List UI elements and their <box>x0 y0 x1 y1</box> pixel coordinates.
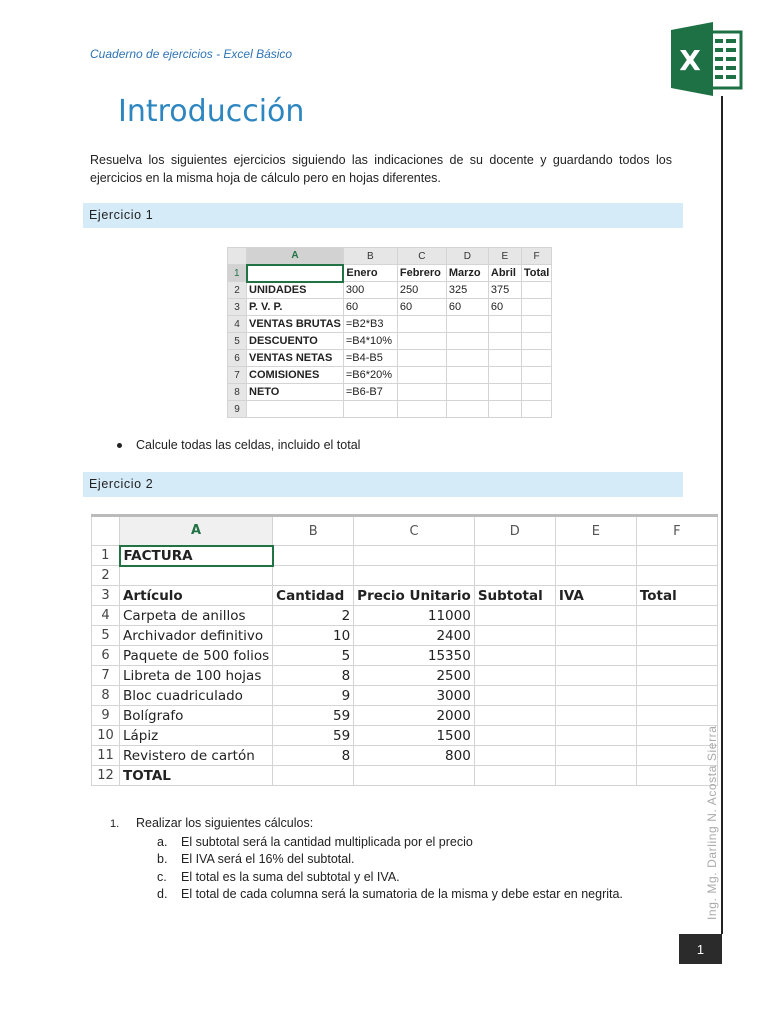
sheet-row <box>92 626 718 646</box>
sub-item-text: El IVA será el 16% del subtotal. <box>181 852 355 866</box>
sheet-cell[interactable]: VENTAS NETAS <box>247 350 344 367</box>
sheet-cell[interactable] <box>555 546 636 566</box>
sheet-cell[interactable]: P. V. P. <box>247 299 344 316</box>
sheet-cell[interactable]: COMISIONES <box>247 367 344 384</box>
sheet-cell[interactable]: Revistero de cartón <box>120 746 273 766</box>
row-header[interactable]: 3 <box>92 586 120 606</box>
sheet-cell[interactable] <box>474 566 555 586</box>
instructions-sub-item <box>110 886 623 904</box>
row-header[interactable]: 2 <box>92 566 120 586</box>
sheet-cell[interactable]: 60 <box>343 299 397 316</box>
sheet-cell[interactable] <box>488 350 521 367</box>
sheet-cell[interactable] <box>488 316 521 333</box>
sheet-cell[interactable]: 325 <box>446 282 488 299</box>
sheet-cell[interactable]: 2 <box>273 606 354 626</box>
row-header[interactable]: 1 <box>92 546 120 566</box>
sheet-cell[interactable]: Abril <box>488 265 521 282</box>
bullet-icon <box>117 443 122 448</box>
column-header[interactable]: F <box>636 516 717 546</box>
column-header[interactable]: A <box>247 248 344 265</box>
sheet-cell[interactable] <box>636 606 717 626</box>
column-header[interactable]: D <box>474 516 555 546</box>
sheet-row <box>92 646 718 666</box>
row-header[interactable]: 12 <box>92 766 120 786</box>
instructions-sub-item <box>110 851 623 869</box>
row-header[interactable]: 5 <box>228 333 247 350</box>
sheet-cell[interactable]: VENTAS BRUTAS <box>247 316 344 333</box>
instructions-sub-item <box>110 869 623 887</box>
row-header[interactable]: 9 <box>228 401 247 418</box>
sheet-cell[interactable]: 5 <box>273 646 354 666</box>
sheet-cell[interactable] <box>521 316 551 333</box>
sub-item-text: El total es la suma del subtotal y el IVA. <box>181 869 400 884</box>
column-header-row <box>92 516 718 546</box>
sheet-cell[interactable]: 9 <box>273 686 354 706</box>
sheet-row <box>228 316 552 333</box>
row-header[interactable]: 8 <box>92 686 120 706</box>
sheet-cell[interactable] <box>120 566 273 586</box>
exercise-1-bullet <box>117 438 360 452</box>
sheet-cell[interactable]: Precio Unitario <box>354 586 475 606</box>
sheet-cell[interactable] <box>555 746 636 766</box>
sheet-cell[interactable] <box>397 350 446 367</box>
sheet-cell[interactable] <box>555 686 636 706</box>
sheet-cell[interactable] <box>354 766 475 786</box>
sheet-cell[interactable] <box>474 706 555 726</box>
sheet-cell[interactable]: =B2*B3 <box>343 316 397 333</box>
sub-item-text: El subtotal será la cantidad multiplicada por el precio <box>181 834 473 849</box>
sheet-cell[interactable] <box>636 706 717 726</box>
sheet-cell[interactable]: Enero <box>343 265 397 282</box>
row-header[interactable]: 2 <box>228 282 247 299</box>
instructions-list <box>110 815 623 904</box>
sheet-row <box>92 586 718 606</box>
sub-item-letter: a. <box>157 834 168 849</box>
sheet-cell[interactable] <box>446 367 488 384</box>
sheet-cell[interactable]: =B4*10% <box>343 333 397 350</box>
row-header[interactable]: 10 <box>92 726 120 746</box>
sheet-cell[interactable] <box>247 401 344 418</box>
row-header[interactable]: 1 <box>228 265 247 282</box>
sheet-cell[interactable]: 2400 <box>354 626 475 646</box>
sheet-cell[interactable] <box>446 384 488 401</box>
instructions-main-item <box>110 815 623 834</box>
sheet-cell[interactable] <box>636 566 717 586</box>
sheet-row <box>92 726 718 746</box>
sheet-row <box>228 384 552 401</box>
sheet-cell[interactable]: 11000 <box>354 606 475 626</box>
row-header[interactable]: 4 <box>228 316 247 333</box>
sheet-cell[interactable] <box>273 566 354 586</box>
sheet-cell[interactable]: Archivador definitivo <box>120 626 273 646</box>
sheet-row <box>92 706 718 726</box>
sheet-cell[interactable]: Bloc cuadriculado <box>120 686 273 706</box>
sheet-cell[interactable]: 8 <box>273 746 354 766</box>
sheet-cell[interactable]: NETO <box>247 384 344 401</box>
sheet-cell[interactable] <box>397 367 446 384</box>
sheet-cell[interactable]: Lápiz <box>120 726 273 746</box>
sheet-cell[interactable] <box>521 384 551 401</box>
sheet-cell[interactable] <box>488 384 521 401</box>
sheet-cell[interactable] <box>474 666 555 686</box>
sheet-row <box>228 282 552 299</box>
sheet-row <box>92 606 718 626</box>
sheet-cell[interactable]: 3000 <box>354 686 475 706</box>
sheet-cell[interactable] <box>446 333 488 350</box>
sheet-cell[interactable]: 800 <box>354 746 475 766</box>
select-all-corner[interactable] <box>92 516 120 546</box>
sheet-cell[interactable]: Libreta de 100 hojas <box>120 666 273 686</box>
sheet-cell[interactable] <box>354 546 475 566</box>
sheet-row <box>228 350 552 367</box>
sheet-row <box>92 686 718 706</box>
sheet-cell[interactable]: 10 <box>273 626 354 646</box>
sheet-cell[interactable]: 1500 <box>354 726 475 746</box>
sheet-cell[interactable] <box>273 766 354 786</box>
sheet-cell[interactable]: Cantidad <box>273 586 354 606</box>
column-header[interactable]: D <box>446 248 488 265</box>
sheet-cell[interactable] <box>488 333 521 350</box>
sheet-cell[interactable]: Marzo <box>446 265 488 282</box>
sheet-cell[interactable]: 60 <box>488 299 521 316</box>
page-margin-line <box>721 96 723 934</box>
sheet-cell[interactable]: Bolígrafo <box>120 706 273 726</box>
sheet-cell[interactable] <box>354 566 475 586</box>
sheet-row <box>92 546 718 566</box>
sheet-cell[interactable] <box>474 546 555 566</box>
sheet-cell[interactable] <box>555 766 636 786</box>
intro-paragraph: Resuelva los siguientes ejercicios siguiendo las indicaciones de su docente y guardando todos los ejercicios en la misma hoja de cálculo pero en hojas diferentes. <box>90 153 672 185</box>
sheet-cell[interactable] <box>397 316 446 333</box>
sheet-cell[interactable] <box>555 646 636 666</box>
sheet-cell[interactable] <box>273 546 354 566</box>
side-author-credit: Ing. Mg. Darling N. Acosta Sierra <box>705 725 719 920</box>
row-header[interactable]: 6 <box>228 350 247 367</box>
sheet-cell[interactable] <box>521 367 551 384</box>
sub-item-letter: d. <box>157 887 168 901</box>
sheet-cell[interactable] <box>474 606 555 626</box>
sheet-cell[interactable]: Subtotal <box>474 586 555 606</box>
sheet-cell[interactable] <box>397 333 446 350</box>
sheet-cell[interactable] <box>446 350 488 367</box>
sheet-cell[interactable]: 8 <box>273 666 354 686</box>
sheet-cell[interactable]: DESCUENTO <box>247 333 344 350</box>
sheet-cell[interactable] <box>488 367 521 384</box>
sheet-cell[interactable]: 2500 <box>354 666 475 686</box>
sheet-cell[interactable] <box>397 384 446 401</box>
sheet-row <box>228 401 552 418</box>
sheet-cell[interactable] <box>555 706 636 726</box>
sheet-cell[interactable]: Total <box>636 586 717 606</box>
sheet-cell[interactable] <box>555 626 636 646</box>
sheet-cell[interactable] <box>521 401 551 418</box>
sheet-cell[interactable]: UNIDADES <box>247 282 344 299</box>
sheet-cell[interactable]: =B4-B5 <box>343 350 397 367</box>
column-header[interactable]: A <box>120 516 273 546</box>
sheet-cell[interactable] <box>521 299 551 316</box>
sub-item-letter: c. <box>157 869 167 884</box>
sheet-cell[interactable]: Paquete de 500 folios <box>120 646 273 666</box>
sheet-cell[interactable] <box>488 401 521 418</box>
sheet-row <box>228 333 552 350</box>
sheet-cell[interactable]: 60 <box>446 299 488 316</box>
sheet-cell[interactable]: 375 <box>488 282 521 299</box>
row-header[interactable]: 7 <box>228 367 247 384</box>
exercise-1-heading: Ejercicio 1 <box>83 203 683 228</box>
sub-item-letter: b. <box>157 852 168 866</box>
sheet-cell[interactable] <box>555 566 636 586</box>
page-title: Introducción <box>118 94 305 129</box>
sheet-row <box>92 566 718 586</box>
sheet-cell[interactable]: FACTURA <box>120 546 273 566</box>
column-header[interactable]: E <box>488 248 521 265</box>
sheet-cell[interactable] <box>397 401 446 418</box>
sub-item-text: El total de cada columna será la sumatoria de la misma y debe estar en negrita. <box>181 887 623 901</box>
sheet-cell[interactable]: Carpeta de anillos <box>120 606 273 626</box>
sheet-row <box>92 766 718 786</box>
sheet-row <box>228 265 552 282</box>
row-header[interactable]: 4 <box>92 606 120 626</box>
sheet-cell[interactable] <box>636 546 717 566</box>
sheet-cell[interactable] <box>446 401 488 418</box>
column-header[interactable]: B <box>273 516 354 546</box>
select-all-corner[interactable] <box>228 248 247 265</box>
sheet-cell[interactable]: 59 <box>273 726 354 746</box>
sheet-cell[interactable] <box>474 746 555 766</box>
sheet-cell[interactable] <box>636 686 717 706</box>
sheet-row <box>92 666 718 686</box>
sheet-cell[interactable] <box>555 666 636 686</box>
sheet-cell[interactable]: 300 <box>343 282 397 299</box>
sheet-cell[interactable] <box>446 316 488 333</box>
row-header[interactable]: 7 <box>92 666 120 686</box>
sheet-cell[interactable] <box>521 350 551 367</box>
sheet-cell[interactable]: Febrero <box>397 265 446 282</box>
sheet-row <box>228 299 552 316</box>
instructions-main-text: Realizar los siguientes cálculos: <box>136 816 314 830</box>
column-header[interactable]: C <box>354 516 475 546</box>
sheet-cell[interactable] <box>474 626 555 646</box>
sheet-cell[interactable] <box>636 666 717 686</box>
instructions-sub-item <box>110 834 623 852</box>
sheet-row <box>228 367 552 384</box>
column-header[interactable]: E <box>555 516 636 546</box>
row-header[interactable]: 5 <box>92 626 120 646</box>
column-header-row <box>228 248 552 265</box>
sheet-cell[interactable]: 2000 <box>354 706 475 726</box>
sheet-cell[interactable]: Total <box>521 265 551 282</box>
column-header[interactable]: C <box>397 248 446 265</box>
sheet-cell[interactable] <box>474 726 555 746</box>
page-number: 1 <box>679 934 722 964</box>
instructions-number: 1. <box>110 818 120 830</box>
row-header[interactable]: 9 <box>92 706 120 726</box>
excel-logo-icon <box>671 22 743 96</box>
sheet-cell[interactable]: 59 <box>273 706 354 726</box>
column-header[interactable]: F <box>521 248 551 265</box>
sheet-cell[interactable] <box>521 333 551 350</box>
exercise-1-spreadsheet <box>227 247 552 418</box>
sheet-cell[interactable] <box>555 606 636 626</box>
column-header[interactable]: B <box>343 248 397 265</box>
sheet-cell[interactable]: =B6*20% <box>343 367 397 384</box>
sheet-cell[interactable] <box>474 686 555 706</box>
sheet-cell[interactable] <box>474 646 555 666</box>
sheet-cell[interactable] <box>343 401 397 418</box>
document-header-note: Cuaderno de ejercicios - Excel Básico <box>90 47 293 61</box>
exercise-2-heading: Ejercicio 2 <box>83 472 683 497</box>
sheet-cell[interactable] <box>636 646 717 666</box>
row-header[interactable]: 8 <box>228 384 247 401</box>
row-header[interactable]: 3 <box>228 299 247 316</box>
row-header[interactable]: 6 <box>92 646 120 666</box>
sheet-cell[interactable] <box>474 766 555 786</box>
row-header[interactable]: 11 <box>92 746 120 766</box>
sheet-cell[interactable]: 250 <box>397 282 446 299</box>
sheet-cell[interactable]: 15350 <box>354 646 475 666</box>
svg-text:X: X <box>679 44 701 77</box>
sheet-cell[interactable]: Artículo <box>120 586 273 606</box>
sheet-cell[interactable] <box>555 726 636 746</box>
sheet-cell[interactable]: 60 <box>397 299 446 316</box>
exercise-1-bullet-text: Calcule todas las celdas, incluido el total <box>136 438 361 452</box>
sheet-cell[interactable]: TOTAL <box>120 766 273 786</box>
sheet-cell[interactable] <box>521 282 551 299</box>
exercise-2-spreadsheet <box>91 514 718 786</box>
sheet-cell[interactable]: IVA <box>555 586 636 606</box>
sheet-row <box>92 746 718 766</box>
sheet-cell[interactable] <box>636 626 717 646</box>
sheet-cell[interactable] <box>247 265 344 282</box>
sheet-cell[interactable]: =B6-B7 <box>343 384 397 401</box>
